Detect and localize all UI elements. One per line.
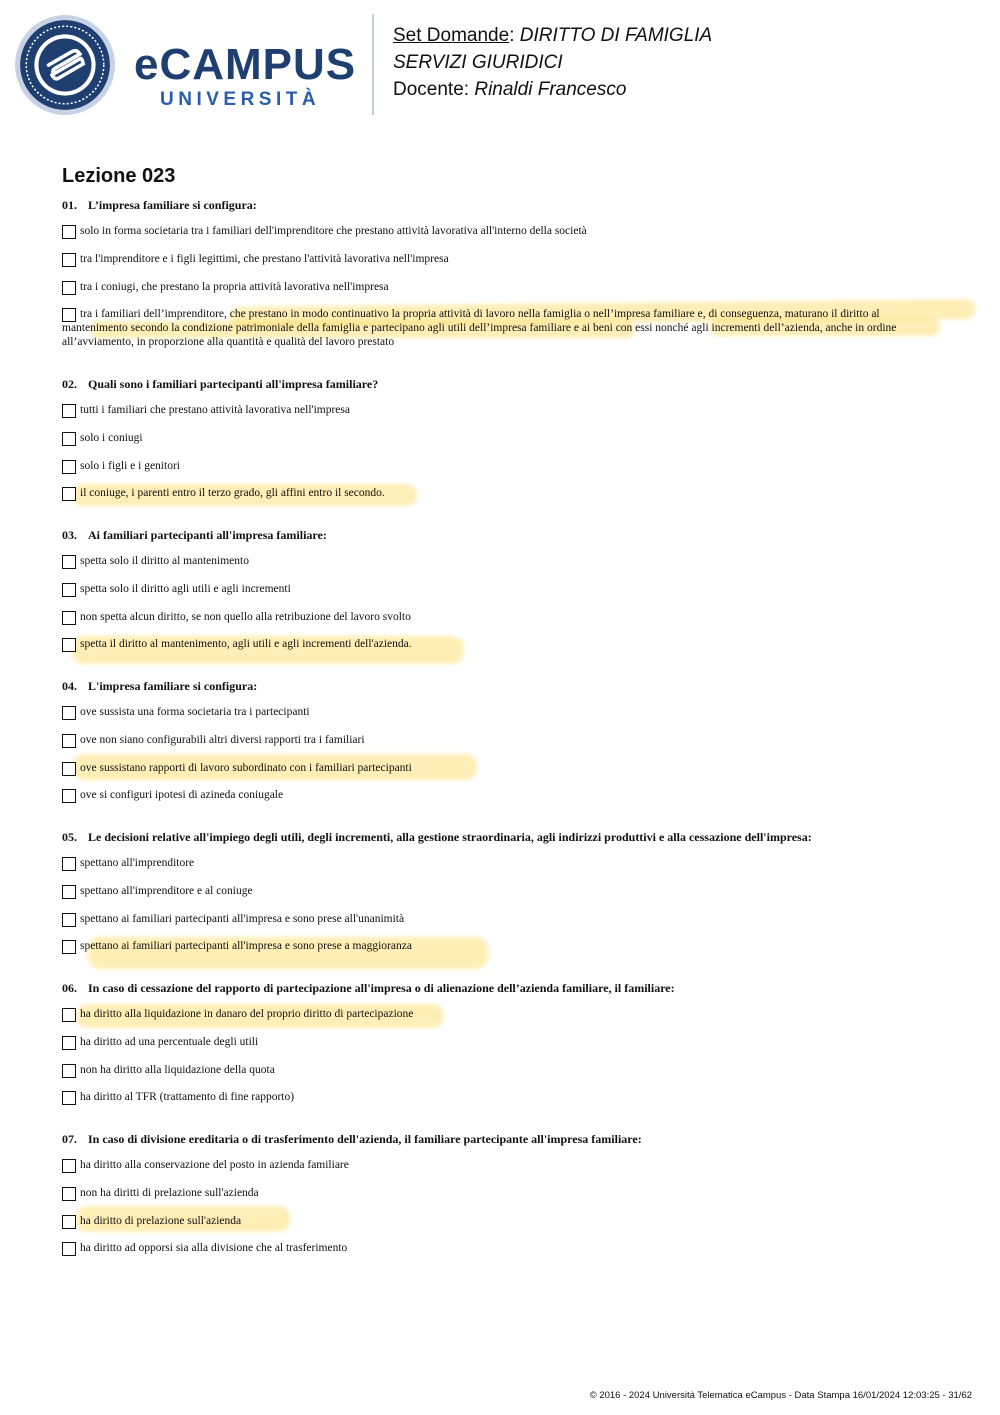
answer-text: tra i coniugi, che prestano la propria attività lavorativa nell'impresa	[80, 280, 389, 293]
answer-option[interactable]	[62, 581, 942, 609]
brand-subtitle: UNIVERSITÀ	[160, 89, 321, 110]
question-04	[62, 679, 942, 815]
answer-checkbox[interactable]	[62, 1159, 76, 1173]
answer-option[interactable]	[62, 485, 942, 513]
answer-checkbox[interactable]	[62, 404, 76, 418]
answer-checkbox[interactable]	[62, 253, 76, 267]
teacher-name: Rinaldi Francesco	[474, 79, 627, 100]
answer-text: solo i figli e i genitori	[80, 459, 180, 472]
answer-checkbox[interactable]	[62, 583, 76, 597]
question-text: 01. L’impresa familiare si configura:	[62, 198, 257, 212]
answer-checkbox[interactable]	[62, 281, 76, 295]
answer-option[interactable]	[62, 251, 942, 279]
answer-text: spetta il diritto al mantenimento, agli utili e agli incrementi dell'azienda.	[80, 638, 412, 651]
answer-option[interactable]	[62, 883, 942, 911]
answer-checkbox[interactable]	[62, 734, 76, 748]
question-text: 07. In caso di divisione ereditaria o di trasferimento dell'azienda, il familiare partecipante all'impresa familiare:	[62, 1132, 642, 1146]
answer-text: tra i familiari dell’imprenditore, che prestano in modo continuativo la propria attività di lavoro nella famiglia o nell’impresa familiare e, di conseguenza, maturano il diritto al mantenimento secondo la condizione patrimoniale della famiglia e partecipano agli utili dell’impresa familiare e ai beni con essi nonché agli incrementi dell’azienda, anche in ordine all’avviamento, in proporzione alla quantità e qualità del lavoro prestato	[62, 308, 897, 349]
answer-checkbox[interactable]	[62, 1008, 76, 1022]
answer-text: spettano ai familiari partecipanti all'impresa e sono prese all'unanimità	[80, 912, 405, 925]
answer-checkbox[interactable]	[62, 1064, 76, 1078]
answer-checkbox[interactable]	[62, 460, 76, 474]
answer-option[interactable]	[62, 855, 942, 883]
answer-checkbox[interactable]	[62, 789, 76, 803]
answer-option[interactable]	[62, 636, 942, 664]
answer-checkbox[interactable]	[62, 555, 76, 569]
answer-text: spettano ai familiari partecipanti all'impresa e sono prese a maggioranza	[80, 940, 412, 953]
answer-option[interactable]	[62, 553, 942, 581]
answer-text: ha diritto di prelazione sull'azienda	[80, 1214, 242, 1227]
answer-option[interactable]	[62, 430, 942, 458]
set-label: Set Domande	[393, 25, 510, 46]
answer-text: tutti i familiari che prestano attività lavorativa nell'impresa	[80, 404, 350, 416]
answer-checkbox[interactable]	[62, 940, 76, 954]
question-text: 03. Ai familiari partecipanti all'impresa familiare:	[62, 528, 327, 542]
answer-option[interactable]	[62, 279, 942, 307]
answer-option[interactable]	[62, 1157, 942, 1185]
answer-text: non spetta alcun diritto, se non quello alla retribuzione del lavoro svolto	[80, 610, 411, 623]
answer-option[interactable]	[62, 911, 942, 939]
answer-text: ha diritto alla liquidazione in danaro del proprio diritto di partecipazione	[80, 1008, 414, 1020]
answer-text: ha diritto alla conservazione del posto in azienda familiare	[80, 1159, 349, 1171]
answer-text: spetta solo il diritto al mantenimento	[80, 555, 249, 567]
answer-option[interactable]	[62, 458, 942, 486]
answer-text: ove si configuri ipotesi di azineda coniugale	[80, 789, 284, 802]
answer-text: spettano all'imprenditore	[80, 857, 195, 869]
answer-text: solo i coniugi	[80, 431, 143, 444]
answer-text: il coniuge, i parenti entro il terzo grado, gli affini entro il secondo.	[80, 487, 385, 500]
question-03	[62, 528, 942, 664]
answer-text: non ha diritto alla liquidazione della quota	[80, 1063, 275, 1076]
answer-option[interactable]	[62, 223, 942, 251]
program-name: SERVIZI GIURIDICI	[393, 52, 563, 73]
question-05	[62, 830, 942, 966]
answer-text: ove sussista una forma societaria tra i partecipanti	[80, 706, 310, 718]
answer-checkbox[interactable]	[62, 885, 76, 899]
course-name: DIRITTO DI FAMIGLIA	[519, 25, 713, 46]
brand-name: eCAMPUS	[134, 40, 357, 89]
answer-checkbox[interactable]	[62, 1091, 76, 1105]
question-07	[62, 1132, 942, 1268]
program-line	[393, 49, 712, 76]
teacher-label: Docente	[393, 79, 464, 100]
brand-logo	[134, 40, 359, 115]
answer-option[interactable]	[62, 1034, 942, 1062]
question-02	[62, 377, 942, 513]
answer-text: spetta solo il diritto agli utili e agli incrementi	[80, 582, 291, 595]
answer-text: ha diritto al TFR (trattamento di fine rapporto)	[80, 1091, 295, 1104]
question-text: 05. Le decisioni relative all'impiego degli utili, degli incrementi, alla gestione straordinaria, agli indirizzi produttivi e alla cessazione dell'impresa:	[62, 830, 812, 844]
lesson-title: Lezione 023	[62, 165, 176, 187]
answer-text: ove sussistano rapporti di lavoro subordinato con i familiari partecipanti	[80, 761, 412, 774]
teacher-line: Docente: Rinaldi Francesco	[393, 79, 627, 100]
answer-text: non ha diritti di prelazione sull'azienda	[80, 1186, 259, 1199]
answer-option[interactable]	[62, 1089, 942, 1117]
course-line: Set Domande: DIRITTO DI FAMIGLIA	[393, 25, 713, 46]
header-divider	[372, 14, 374, 115]
answer-option[interactable]	[62, 704, 942, 732]
university-seal-logo	[14, 14, 116, 116]
course-info	[393, 22, 712, 103]
answer-option[interactable]	[62, 760, 942, 788]
page-footer: © 2016 - 2024 Università Telematica eCampus - Data Stampa 16/01/2024 12:03:25 - 31/62	[589, 1390, 972, 1401]
answer-option[interactable]	[62, 1006, 942, 1034]
answer-option[interactable]	[62, 787, 942, 815]
answer-text: solo in forma societaria tra i familiari dell'imprenditore che prestano attività lavorativa all'interno della società	[80, 225, 587, 237]
answer-option[interactable]	[62, 609, 942, 637]
answer-checkbox[interactable]	[62, 432, 76, 446]
answer-checkbox[interactable]	[62, 857, 76, 871]
answer-text: spettano all'imprenditore e al coniuge	[80, 884, 253, 897]
answer-option[interactable]	[62, 1240, 942, 1268]
question-text: 04. L'impresa familiare si configura:	[62, 679, 258, 693]
answer-checkbox[interactable]	[62, 1215, 76, 1229]
question-06	[62, 981, 942, 1117]
answer-checkbox[interactable]	[62, 611, 76, 625]
answer-option[interactable]	[62, 1185, 942, 1213]
answer-checkbox[interactable]	[62, 762, 76, 776]
answer-checkbox[interactable]	[62, 913, 76, 927]
answer-option[interactable]	[62, 938, 942, 966]
answer-checkbox[interactable]	[62, 1187, 76, 1201]
question-01	[62, 198, 942, 380]
answer-text: ove non siano configurabili altri diversi rapporti tra i familiari	[80, 733, 365, 746]
answer-option[interactable]	[62, 1062, 942, 1090]
answer-checkbox[interactable]	[62, 225, 76, 239]
question-text: 06. In caso di cessazione del rapporto di partecipazione all'impresa o di alienazione dell’azienda familiare, il familiare:	[62, 981, 675, 995]
question-text: 02. Quali sono i familiari partecipanti all'impresa familiare?	[62, 377, 379, 391]
answer-checkbox[interactable]	[62, 487, 76, 501]
answer-checkbox[interactable]	[62, 1242, 76, 1256]
answer-option[interactable]	[62, 1213, 942, 1241]
answer-checkbox[interactable]	[62, 638, 76, 652]
answer-option[interactable]	[62, 402, 942, 430]
answer-text: ha diritto ad opporsi sia alla divisione che al trasferimento	[80, 1242, 348, 1255]
answer-option[interactable]	[62, 306, 942, 380]
page-header	[0, 0, 1000, 130]
answer-checkbox[interactable]	[62, 1036, 76, 1050]
answer-text: ha diritto ad una percentuale degli utili	[80, 1035, 259, 1048]
answer-option[interactable]	[62, 732, 942, 760]
answer-checkbox[interactable]	[62, 706, 76, 720]
answer-text: tra l'imprenditore e i figli legittimi, che prestano l'attività lavorativa nell'impresa	[80, 252, 449, 265]
